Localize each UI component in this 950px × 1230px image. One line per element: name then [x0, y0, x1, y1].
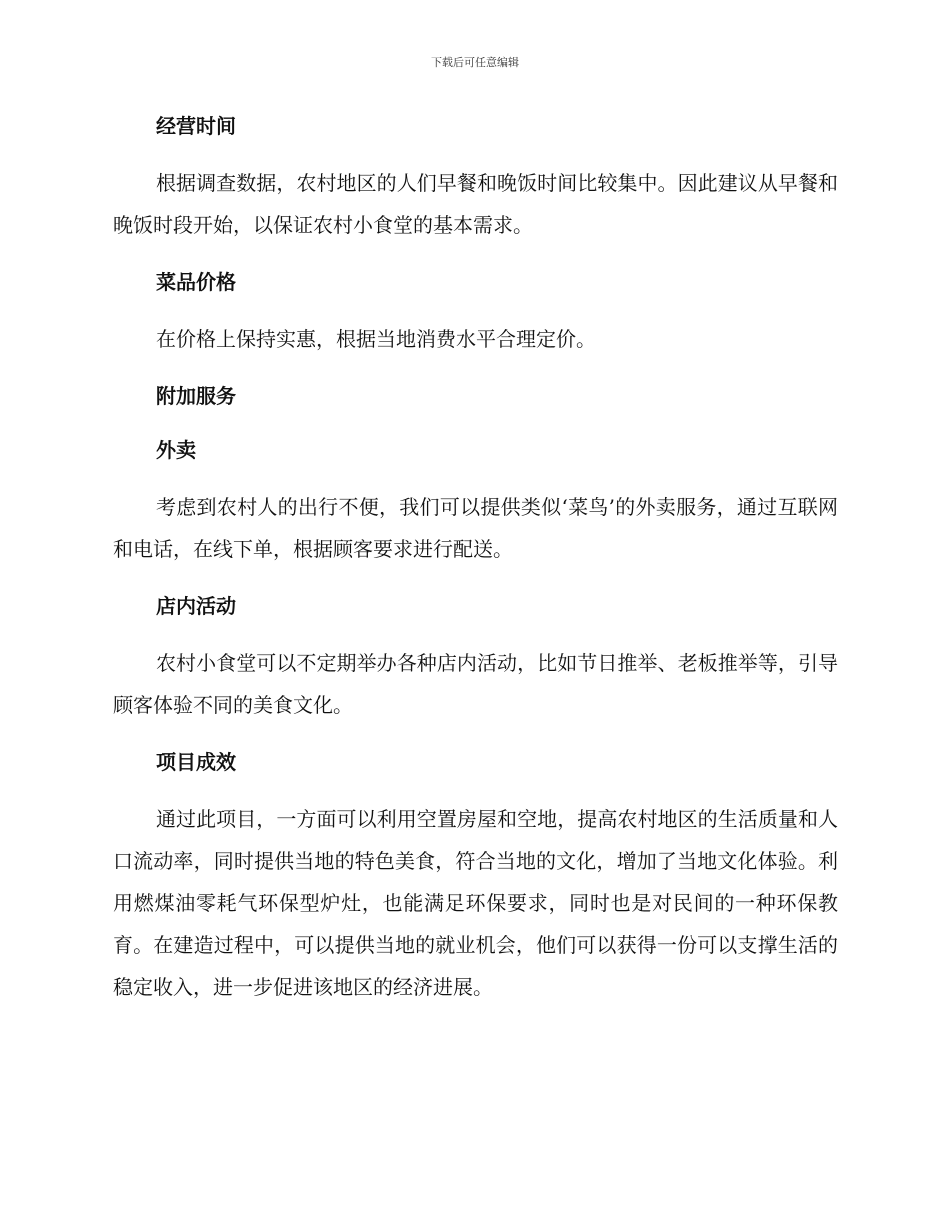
paragraph-project-results: 通过此项目，一方面可以利用空置房屋和空地，提高农村地区的生活质量和人口流动率，同时提供当地的特色美食，符合当地的文化，增加了当地文化体验。利用燃煤油零耗气环保型炉灶，也能满足环保要求，同时也是对民间的一种环保教育。在建造过程中，可以提供当地的就业机会，他们可以获得一份可以支撑生活的稳定收入，进一步促进该地区的经济进展。: [113, 807, 838, 999]
page-header-note: 下载后可任意编辑: [431, 56, 519, 69]
paragraph-operating-hours: 根据调查数据，农村地区的人们早餐和晚饭时间比较集中。因此建议从早餐和晚饭时段开始，以保证农村小食堂的基本需求。: [113, 171, 838, 237]
section-heading-project-results: 项目成效: [156, 750, 236, 774]
paragraph-in-store-activities: 农村小食堂可以不定期举办各种店内活动，比如节日推举、老板推举等，引导顾客体验不同的美食文化。: [113, 651, 838, 717]
paragraph-dish-prices: 在价格上保持实惠，根据当地消费水平合理定价。: [156, 327, 596, 351]
section-heading-in-store-activities: 店内活动: [156, 594, 236, 618]
paragraph-takeout: 考虑到农村人的出行不便，我们可以提供类似‘菜鸟’的外卖服务，通过互联网和电话，在线下单，根据顾客要求进行配送。: [113, 495, 838, 561]
section-heading-additional-services: 附加服务: [156, 384, 236, 408]
section-heading-dish-prices: 菜品价格: [156, 270, 236, 294]
section-heading-operating-hours: 经营时间: [156, 114, 236, 138]
document-body: [113, 110, 838, 1008]
section-heading-takeout: 外卖: [156, 438, 196, 462]
